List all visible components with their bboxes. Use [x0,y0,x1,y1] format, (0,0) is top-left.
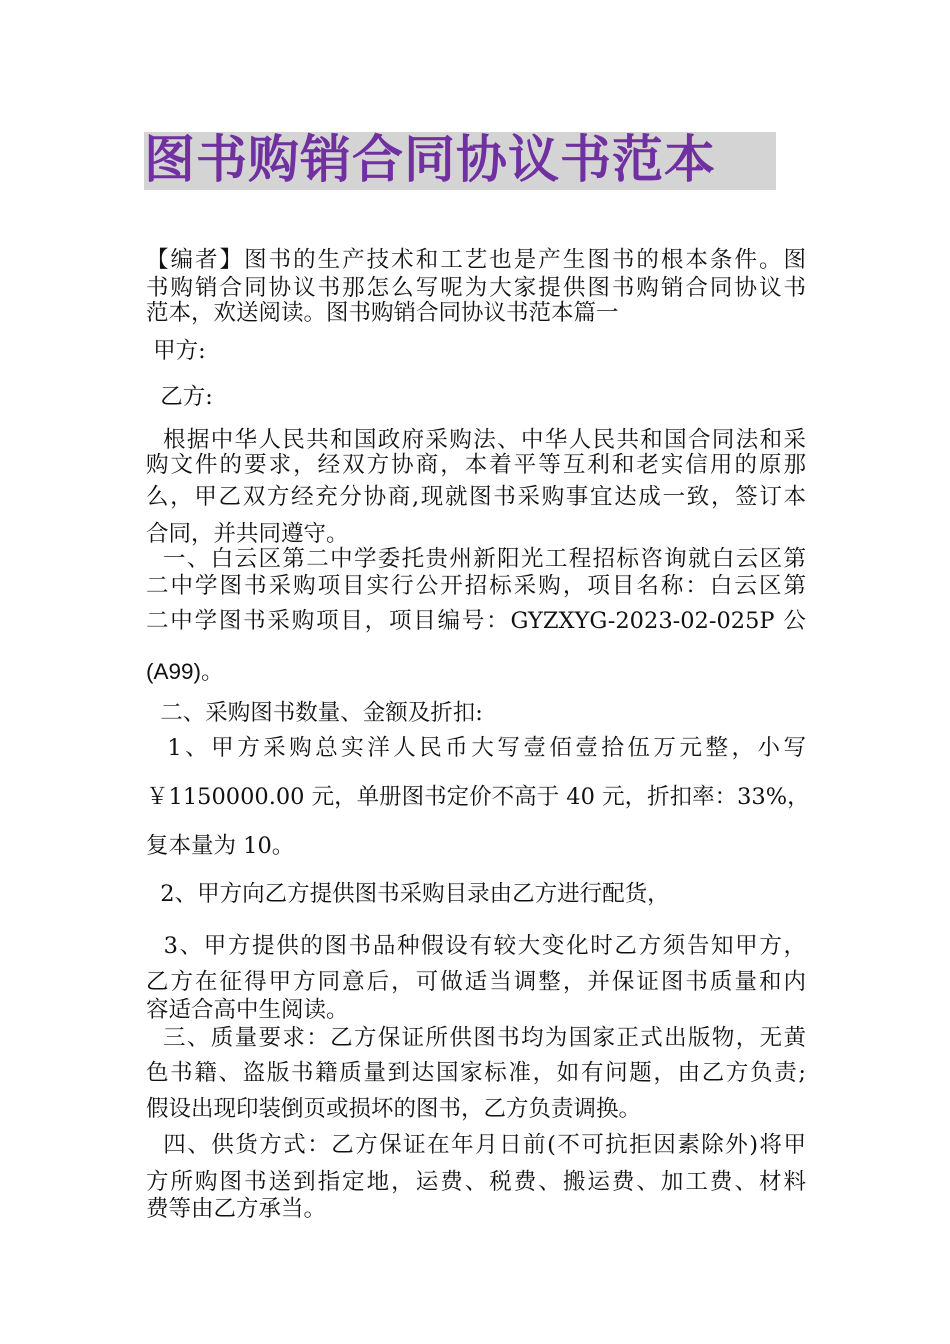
section-heading: 二、采购图书数量、金额及折扣: [146,700,483,726]
paragraph-line: 么，甲乙双方经充分协商,现就图书采购事宜达成一致，签订本 [146,484,806,510]
paragraph-line: 方所购图书送到指定地，运费、税费、搬运费、加工费、材料 [146,1169,806,1195]
paragraph-line: 四、供货方式：乙方保证在年月日前(不可抗拒因素除外)将甲 [146,1132,806,1158]
paragraph-line: 根据中华人民共和国政府采购法、中华人民共和国合同法和采 [146,427,806,453]
paragraph-line: 范本，欢送阅读。图书购销合同协议书范本篇一 [146,300,619,326]
party-b-label: 乙方: [146,384,213,410]
paragraph-line: 一、白云区第二中学委托贵州新阳光工程招标咨询就白云区第 [146,546,806,572]
paragraph-line: 1、甲方采购总实洋人民币大写壹佰壹拾伍万元整，小写 [146,735,806,761]
paragraph-line: 书购销合同协议书那怎么写呢为大家提供图书购销合同协议书 [146,275,806,301]
paragraph-line: 二中学图书采购项目实行公开招标采购，项目名称：白云区第 [146,573,806,599]
paragraph-line: 二中学图书采购项目，项目编号：GYZXYG-2023-02-025P 公 [146,608,806,634]
paragraph-line: 【编者】图书的生产技术和工艺也是产生图书的根本条件。图 [146,247,806,273]
paragraph-line: 合同，并共同遵守。 [146,521,349,547]
paragraph-line: 假设出现印装倒页或损坏的图书，乙方负责调换。 [146,1096,642,1122]
document-title: 图书购销合同协议书范本 [144,132,717,190]
title-highlight [144,132,776,190]
paragraph-line: 3、甲方提供的图书品种假设有较大变化时乙方须告知甲方， [146,933,806,959]
paragraph-line: ￥1150000.00 元，单册图书定价不高于 40 元，折扣率：33%， [146,784,810,810]
party-a-label: 甲方: [146,338,206,364]
paragraph-line: (A99)。 [146,659,224,684]
paragraph-line: 色书籍、盗版书籍质量到达国家标准，如有问题，由乙方负责; [146,1060,806,1086]
paragraph-line: 容适合高中生阅读。 [146,997,349,1023]
paragraph-line: 购文件的要求，经双方协商，本着平等互利和老实信用的原那 [146,452,806,478]
paragraph-line: 三、质量要求：乙方保证所供图书均为国家正式出版物，无黄 [146,1025,806,1051]
paragraph-line: 复本量为 10。 [146,833,295,859]
paragraph-line: 费等由乙方承当。 [146,1196,327,1222]
paragraph-line: 2、甲方向乙方提供图书采购目录由乙方进行配货， [146,881,670,907]
paragraph-line: 乙方在征得甲方同意后，可做适当调整，并保证图书质量和内 [146,969,806,995]
